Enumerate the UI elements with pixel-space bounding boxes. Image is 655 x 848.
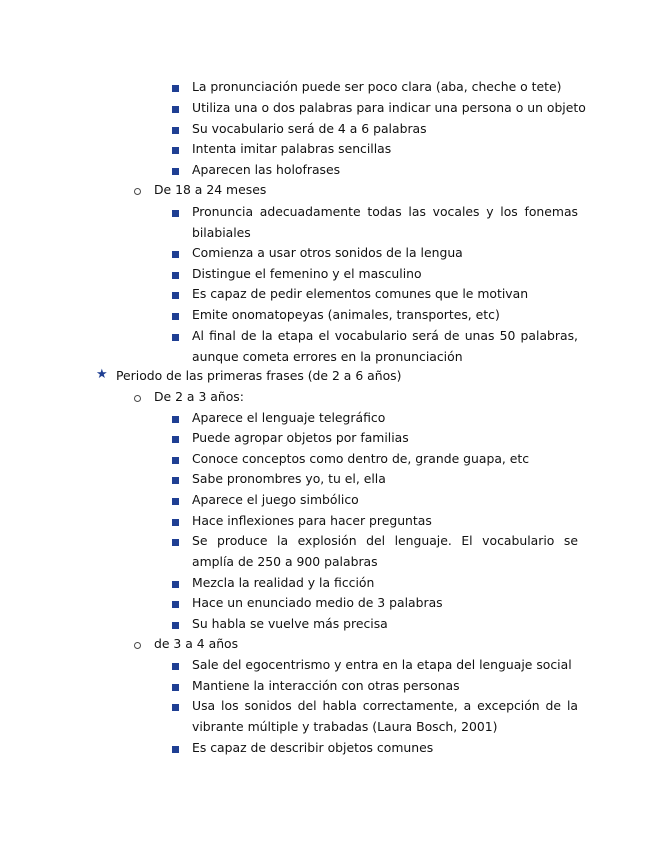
square-bullet-icon <box>172 477 179 484</box>
sub-heading: De 18 a 24 meses <box>154 182 267 197</box>
square-bullet-icon <box>172 498 179 505</box>
square-bullet-icon <box>172 746 179 753</box>
square-bullet-icon <box>172 601 179 608</box>
list-item: Su habla se vuelve más precisa <box>192 616 388 631</box>
square-bullet-icon <box>172 313 179 320</box>
list-item: Puede agropar objetos por familias <box>192 430 409 445</box>
square-bullet-icon <box>172 334 179 341</box>
list-item: Emite onomatopeyas (animales, transportes, etc) <box>192 307 500 322</box>
square-bullet-icon <box>172 272 179 279</box>
square-bullet-icon <box>172 519 179 526</box>
square-bullet-icon <box>172 416 179 423</box>
list-item: Pronuncia adecuadamente todas las vocales y los fonemas bilabiales <box>192 204 578 240</box>
circle-bullet-icon <box>134 188 141 195</box>
list-item: Aparece el lenguaje telegráfico <box>192 410 386 425</box>
list-item: Hace inflexiones para hacer preguntas <box>192 513 432 528</box>
list-item: Utiliza una o dos palabras para indicar una persona o un objeto <box>192 100 586 115</box>
square-bullet-icon <box>172 251 179 258</box>
list-item: Es capaz de describir objetos comunes <box>192 740 434 755</box>
list-item: Conoce conceptos como dentro de, grande guapa, etc <box>192 451 530 466</box>
square-bullet-icon <box>172 622 179 629</box>
star-bullet-icon: ★ <box>96 367 108 382</box>
list-item: Usa los sonidos del habla correctamente, a excepción de la vibrante múltiple y trabadas (Laura Bosch, 2001) <box>192 698 578 734</box>
square-bullet-icon <box>172 457 179 464</box>
square-bullet-icon <box>172 85 179 92</box>
circle-bullet-icon <box>134 395 141 402</box>
list-item: Intenta imitar palabras sencillas <box>192 141 392 156</box>
list-item: Al final de la etapa el vocabulario será de unas 50 palabras, aunque cometa errores en la pronunciación <box>192 328 578 364</box>
square-bullet-icon <box>172 704 179 711</box>
list-item: Comienza a usar otros sonidos de la lengua <box>192 245 463 260</box>
section-heading: Periodo de las primeras frases (de 2 a 6 años) <box>116 368 402 383</box>
square-bullet-icon <box>172 581 179 588</box>
square-bullet-icon <box>172 168 179 175</box>
sub-heading: De 2 a 3 años: <box>154 389 244 404</box>
square-bullet-icon <box>172 436 179 443</box>
square-bullet-icon <box>172 147 179 154</box>
list-item: Su vocabulario será de 4 a 6 palabras <box>192 121 427 136</box>
list-item: Mantiene la interacción con otras personas <box>192 678 460 693</box>
list-item: Sale del egocentrismo y entra en la etapa del lenguaje social <box>192 657 572 672</box>
list-item: Hace un enunciado medio de 3 palabras <box>192 595 443 610</box>
square-bullet-icon <box>172 539 179 546</box>
square-bullet-icon <box>172 106 179 113</box>
list-item: Aparecen las holofrases <box>192 162 341 177</box>
square-bullet-icon <box>172 663 179 670</box>
list-item: Se produce la explosión del lenguaje. El vocabulario se amplía de 250 a 900 palabras <box>192 533 578 569</box>
list-item: Distingue el femenino y el masculino <box>192 266 422 281</box>
circle-bullet-icon <box>134 642 141 649</box>
list-item: La pronunciación puede ser poco clara (aba, cheche o tete) <box>192 79 562 94</box>
list-item: Mezcla la realidad y la ficción <box>192 575 375 590</box>
square-bullet-icon <box>172 127 179 134</box>
list-item: Aparece el juego simbólico <box>192 492 359 507</box>
list-item: Es capaz de pedir elementos comunes que le motivan <box>192 286 529 301</box>
list-item: Sabe pronombres yo, tu el, ella <box>192 471 386 486</box>
square-bullet-icon <box>172 292 179 299</box>
sub-heading: de 3 a 4 años <box>154 636 239 651</box>
square-bullet-icon <box>172 684 179 691</box>
square-bullet-icon <box>172 210 179 217</box>
